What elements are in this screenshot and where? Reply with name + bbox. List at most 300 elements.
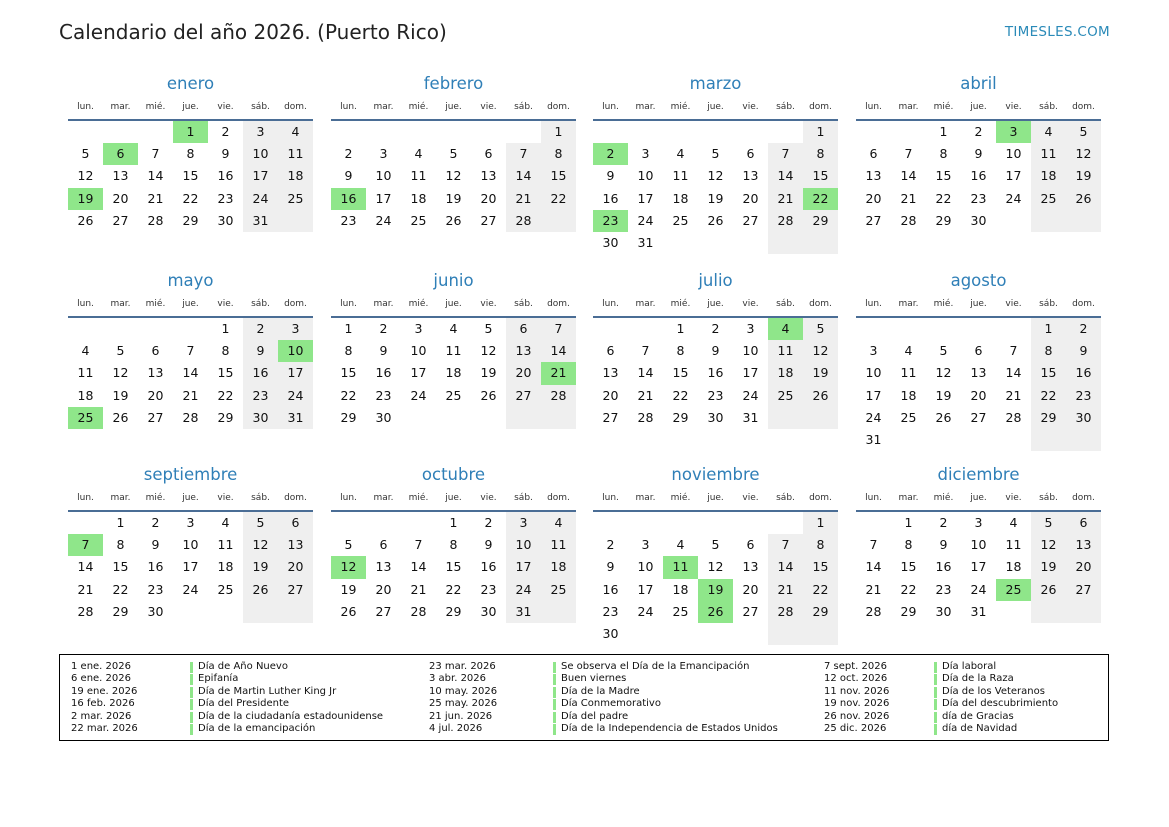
holiday-date: 7 sept. 2026 [824, 661, 887, 672]
holiday-date: 11 nov. 2026 [824, 685, 890, 697]
day-cell: 2 [243, 318, 278, 340]
holiday-name: Día Conmemorativo [561, 698, 661, 710]
holiday-day: 23 [593, 210, 628, 232]
weekday-label: dom. [547, 299, 570, 309]
day-cell: 29 [1031, 407, 1066, 429]
day-cell: 16 [147, 559, 164, 575]
empty-cell [401, 121, 436, 143]
day-cell: 23 [375, 387, 392, 403]
weekday-header [68, 491, 313, 506]
day-cell: 3 [278, 318, 313, 340]
holiday-marker [190, 662, 193, 673]
day-cell: 19 [1066, 165, 1101, 187]
weekday-label: vie. [480, 299, 497, 309]
weekday-label: dom. [1072, 102, 1095, 112]
holiday-date: 16 feb. 2026 [71, 698, 135, 710]
day-cell: 15 [445, 559, 462, 575]
day-cell: 9 [606, 168, 615, 184]
empty-cell [1066, 601, 1101, 623]
holiday-day: 4 [768, 318, 803, 340]
empty-cell [996, 318, 1031, 340]
empty-cell [138, 318, 173, 340]
empty-cell [996, 210, 1031, 232]
empty-cell [926, 429, 961, 451]
weekday-label: vie. [480, 102, 497, 112]
holiday-legend [59, 654, 1109, 741]
days-grid [856, 121, 1101, 232]
empty-cell [506, 121, 541, 143]
empty-cell [541, 407, 576, 429]
weekday-label: vie. [217, 299, 234, 309]
holiday-marker [934, 699, 937, 710]
day-cell: 14 [900, 168, 917, 184]
day-cell: 31 [865, 431, 882, 447]
day-cell: 27 [112, 212, 129, 228]
day-cell: 31 [970, 603, 987, 619]
holiday-date: 19 ene. 2026 [71, 685, 138, 697]
day-cell: 25 [672, 603, 689, 619]
weekday-header [856, 100, 1101, 115]
day-cell: 14 [506, 165, 541, 187]
day-cell: 2 [1066, 318, 1101, 340]
weekday-label: lun. [340, 102, 357, 112]
empty-cell [856, 121, 891, 143]
day-cell: 31 [506, 601, 541, 623]
holiday-name: Buen viernes [561, 673, 627, 685]
day-cell: 9 [344, 168, 353, 184]
day-cell: 1 [541, 121, 576, 143]
weekday-label: vie. [217, 102, 234, 112]
holiday-marker [553, 674, 556, 685]
day-cell: 8 [541, 143, 576, 165]
day-cell: 28 [900, 212, 917, 228]
day-cell: 14 [637, 365, 654, 381]
weekday-header [593, 100, 838, 115]
weekday-label: mié. [933, 493, 954, 503]
day-cell: 6 [974, 343, 983, 359]
day-cell: 17 [410, 365, 427, 381]
day-cell: 21 [768, 188, 803, 210]
day-cell: 4 [1009, 515, 1018, 530]
empty-cell [698, 121, 733, 143]
weekday-label: jue. [445, 493, 462, 503]
weekday-label: dom. [284, 102, 307, 112]
day-cell: 11 [217, 537, 234, 553]
day-cell: 22 [340, 387, 357, 403]
day-cell: 28 [506, 210, 541, 232]
weekday-label: jue. [970, 102, 987, 112]
day-cell: 5 [711, 537, 720, 553]
day-cell: 23 [707, 387, 724, 403]
empty-cell [891, 318, 926, 340]
month-name: abril [960, 74, 997, 93]
day-cell: 31 [637, 234, 654, 250]
day-cell: 23 [935, 581, 952, 597]
day-cell: 5 [1066, 121, 1101, 143]
page-title: Calendario del año 2026. (Puerto Rico) [59, 20, 447, 44]
day-cell: 21 [768, 579, 803, 601]
weekday-label: jue. [182, 102, 199, 112]
day-cell: 7 [1009, 343, 1018, 359]
day-cell: 28 [768, 601, 803, 623]
days-grid [593, 121, 838, 254]
weekday-label: mar. [635, 299, 656, 309]
weekday-label: jue. [707, 493, 724, 503]
day-cell: 9 [221, 146, 230, 162]
weekday-label: vie. [1005, 102, 1022, 112]
day-cell: 29 [217, 409, 234, 425]
weekday-label: mié. [145, 493, 166, 503]
weekday-label: mar. [110, 102, 131, 112]
holiday-date: 3 abr. 2026 [429, 673, 487, 685]
day-cell: 29 [803, 601, 838, 623]
holiday-day: 3 [996, 121, 1031, 143]
day-cell: 24 [970, 581, 987, 597]
day-cell: 12 [935, 365, 952, 381]
empty-cell [926, 318, 961, 340]
weekday-label: mar. [373, 493, 394, 503]
days-grid [68, 121, 313, 232]
day-cell: 17 [278, 362, 313, 384]
day-cell: 5 [803, 318, 838, 340]
days-grid [68, 318, 313, 429]
weekday-label: lun. [77, 102, 94, 112]
empty-cell [541, 601, 576, 623]
day-cell: 30 [243, 407, 278, 429]
day-cell: 30 [480, 603, 497, 619]
day-cell: 24 [278, 385, 313, 407]
day-cell: 15 [900, 559, 917, 575]
month-name: agosto [950, 271, 1007, 290]
day-cell: 28 [865, 603, 882, 619]
weekday-label: lun. [865, 299, 882, 309]
month-name: junio [433, 271, 474, 290]
day-cell: 15 [1031, 362, 1066, 384]
empty-cell [471, 121, 506, 143]
day-cell: 1 [344, 321, 353, 336]
day-cell: 11 [1005, 537, 1022, 553]
holiday-marker [553, 724, 556, 735]
day-cell: 22 [112, 581, 129, 597]
empty-cell [1031, 429, 1066, 451]
empty-cell [663, 232, 698, 254]
day-cell: 4 [541, 512, 576, 534]
holiday-marker [934, 712, 937, 723]
day-cell: 9 [379, 343, 388, 359]
holiday-date: 12 oct. 2026 [824, 673, 888, 685]
day-cell: 10 [506, 534, 541, 556]
day-cell: 4 [676, 537, 685, 553]
empty-cell [698, 232, 733, 254]
day-cell: 29 [182, 212, 199, 228]
day-cell: 17 [637, 190, 654, 206]
day-cell: 29 [112, 603, 129, 619]
day-cell: 27 [147, 409, 164, 425]
day-cell: 21 [900, 190, 917, 206]
weekday-label: mié. [408, 493, 429, 503]
day-cell: 20 [742, 581, 759, 597]
holiday-name: Día de la emancipación [198, 723, 316, 734]
holiday-marker [934, 674, 937, 685]
holiday-day: 25 [996, 579, 1031, 601]
empty-cell [891, 121, 926, 143]
day-cell: 15 [803, 165, 838, 187]
empty-cell [733, 623, 768, 645]
day-cell: 17 [742, 365, 759, 381]
weekday-label: jue. [970, 493, 987, 503]
holiday-date: 25 may. 2026 [429, 698, 498, 710]
holiday-day: 10 [278, 340, 313, 362]
day-cell: 9 [484, 537, 493, 553]
day-cell: 19 [1031, 556, 1066, 578]
day-cell: 11 [541, 534, 576, 556]
day-cell: 9 [939, 537, 948, 553]
day-cell: 13 [1066, 534, 1101, 556]
day-cell: 18 [278, 165, 313, 187]
day-cell: 29 [900, 603, 917, 619]
holiday-day: 16 [331, 188, 366, 210]
day-cell: 6 [151, 343, 160, 359]
weekday-label: vie. [1005, 299, 1022, 309]
weekday-header [856, 491, 1101, 506]
day-cell: 10 [742, 343, 759, 359]
day-cell: 28 [182, 409, 199, 425]
day-cell: 6 [484, 146, 493, 162]
day-cell: 14 [768, 165, 803, 187]
day-cell: 2 [606, 537, 615, 553]
day-cell: 23 [217, 190, 234, 206]
day-cell: 19 [243, 556, 278, 578]
holiday-date: 4 jul. 2026 [429, 723, 483, 734]
weekday-label: jue. [445, 102, 462, 112]
empty-cell [663, 121, 698, 143]
day-cell: 5 [939, 343, 948, 359]
day-cell: 29 [340, 409, 357, 425]
day-cell: 30 [147, 603, 164, 619]
weekday-label: mié. [670, 102, 691, 112]
weekday-label: mar. [635, 102, 656, 112]
day-cell: 26 [1066, 188, 1101, 210]
weekday-header [593, 297, 838, 312]
day-cell: 23 [243, 385, 278, 407]
month-abril [856, 74, 1101, 232]
day-cell: 5 [344, 537, 353, 553]
day-cell: 19 [340, 581, 357, 597]
weekday-label: jue. [707, 102, 724, 112]
day-cell: 26 [112, 409, 129, 425]
day-cell: 17 [506, 556, 541, 578]
day-cell: 19 [803, 362, 838, 384]
weekday-label: vie. [742, 493, 759, 503]
holiday-name: Día de los Veteranos [942, 685, 1045, 697]
weekday-label: sáb. [251, 299, 270, 309]
day-cell: 20 [602, 387, 619, 403]
day-cell: 3 [243, 121, 278, 143]
site-name[interactable]: TIMESLES.COM [1004, 24, 1110, 40]
day-cell: 12 [707, 168, 724, 184]
holiday-marker [190, 724, 193, 735]
empty-cell [471, 407, 506, 429]
day-cell: 21 [506, 188, 541, 210]
day-cell: 18 [77, 387, 94, 403]
empty-cell [103, 318, 138, 340]
day-cell: 22 [900, 581, 917, 597]
weekday-label: dom. [284, 493, 307, 503]
holiday-date: 19 nov. 2026 [824, 698, 890, 710]
weekday-label: jue. [707, 299, 724, 309]
month-octubre [331, 465, 576, 623]
day-cell: 21 [410, 581, 427, 597]
holiday-date: 26 nov. 2026 [824, 710, 890, 722]
holiday-date: 23 mar. 2026 [429, 661, 496, 672]
holiday-name: día de Navidad [942, 723, 1018, 734]
day-cell: 18 [768, 362, 803, 384]
holiday-day: 22 [803, 188, 838, 210]
holiday-day: 2 [593, 143, 628, 165]
day-cell: 19 [707, 190, 724, 206]
day-cell: 18 [1005, 559, 1022, 575]
day-cell: 16 [970, 168, 987, 184]
day-cell: 30 [217, 212, 234, 228]
holiday-marker [553, 699, 556, 710]
day-cell: 4 [449, 321, 458, 336]
day-cell: 26 [480, 387, 497, 403]
day-cell: 28 [637, 409, 654, 425]
day-cell: 8 [221, 343, 230, 359]
day-cell: 13 [506, 340, 541, 362]
day-cell: 25 [445, 387, 462, 403]
day-cell: 6 [746, 146, 755, 162]
holiday-day: 19 [68, 188, 103, 210]
day-cell: 4 [414, 146, 423, 162]
day-cell: 8 [803, 534, 838, 556]
day-cell: 12 [445, 168, 462, 184]
empty-cell [366, 121, 401, 143]
day-cell: 16 [935, 559, 952, 575]
month-name: enero [166, 74, 215, 93]
day-cell: 13 [375, 559, 392, 575]
day-cell: 8 [186, 146, 195, 162]
empty-cell [593, 512, 628, 534]
day-cell: 25 [1031, 188, 1066, 210]
weekday-label: jue. [182, 493, 199, 503]
day-cell: 21 [865, 581, 882, 597]
day-cell: 2 [939, 515, 948, 530]
day-cell: 6 [869, 146, 878, 162]
day-cell: 1 [116, 515, 125, 530]
weekday-label: sáb. [1039, 493, 1058, 503]
day-cell: 20 [375, 581, 392, 597]
weekday-label: mar. [110, 493, 131, 503]
day-cell: 16 [480, 559, 497, 575]
empty-cell [663, 623, 698, 645]
day-cell: 5 [1031, 512, 1066, 534]
empty-cell [1066, 429, 1101, 451]
weekday-header [331, 100, 576, 115]
weekday-label: sáb. [1039, 102, 1058, 112]
weekday-label: mié. [408, 299, 429, 309]
day-cell: 14 [182, 365, 199, 381]
day-cell: 18 [410, 190, 427, 206]
day-cell: 14 [77, 559, 94, 575]
day-cell: 9 [711, 343, 720, 359]
day-cell: 28 [1005, 409, 1022, 425]
weekday-label: dom. [809, 102, 832, 112]
empty-cell [768, 512, 803, 534]
day-cell: 2 [379, 321, 388, 336]
day-cell: 1 [803, 512, 838, 534]
day-cell: 25 [217, 581, 234, 597]
empty-cell [803, 407, 838, 429]
weekday-label: mar. [635, 493, 656, 503]
day-cell: 5 [711, 146, 720, 162]
day-cell: 30 [602, 234, 619, 250]
day-cell: 29 [935, 212, 952, 228]
empty-cell [436, 407, 471, 429]
day-cell: 11 [1031, 143, 1066, 165]
empty-cell [733, 121, 768, 143]
empty-cell [68, 318, 103, 340]
holiday-date: 1 ene. 2026 [71, 661, 131, 672]
weekday-label: lun. [340, 299, 357, 309]
holiday-date: 22 mar. 2026 [71, 723, 138, 734]
month-name: julio [698, 271, 733, 290]
day-cell: 9 [1066, 340, 1101, 362]
day-cell: 24 [506, 579, 541, 601]
empty-cell [768, 232, 803, 254]
month-name: diciembre [937, 465, 1020, 484]
day-cell: 9 [151, 537, 160, 553]
days-grid [331, 121, 576, 232]
day-cell: 26 [77, 212, 94, 228]
holiday-date: 10 may. 2026 [429, 685, 498, 697]
day-cell: 6 [606, 343, 615, 359]
day-cell: 1 [939, 124, 948, 139]
day-cell: 2 [151, 515, 160, 530]
day-cell: 6 [746, 537, 755, 553]
month-agosto [856, 271, 1101, 451]
day-cell: 12 [480, 343, 497, 359]
empty-cell [401, 407, 436, 429]
day-cell: 7 [186, 343, 195, 359]
day-cell: 20 [480, 190, 497, 206]
weekday-label: mar. [110, 299, 131, 309]
holiday-name: Día de la ciudadanía estadounidense [198, 710, 384, 722]
holiday-marker [553, 687, 556, 698]
day-cell: 5 [81, 146, 90, 162]
day-cell: 25 [672, 212, 689, 228]
day-cell: 20 [278, 556, 313, 578]
weekday-label: mar. [373, 299, 394, 309]
day-cell: 20 [147, 387, 164, 403]
day-cell: 8 [803, 143, 838, 165]
day-cell: 16 [602, 581, 619, 597]
day-cell: 4 [81, 343, 90, 359]
holiday-name: Día de Martin Luther King Jr [198, 685, 337, 697]
day-cell: 1 [676, 321, 685, 336]
day-cell: 10 [637, 559, 654, 575]
empty-cell [1066, 210, 1101, 232]
holiday-day: 7 [68, 534, 103, 556]
month-name: mayo [167, 271, 214, 290]
day-cell: 22 [935, 190, 952, 206]
empty-cell [856, 318, 891, 340]
day-cell: 7 [541, 318, 576, 340]
day-cell: 12 [1031, 534, 1066, 556]
day-cell: 18 [900, 387, 917, 403]
holiday-date: 21 jun. 2026 [429, 710, 493, 722]
day-cell: 15 [340, 365, 357, 381]
